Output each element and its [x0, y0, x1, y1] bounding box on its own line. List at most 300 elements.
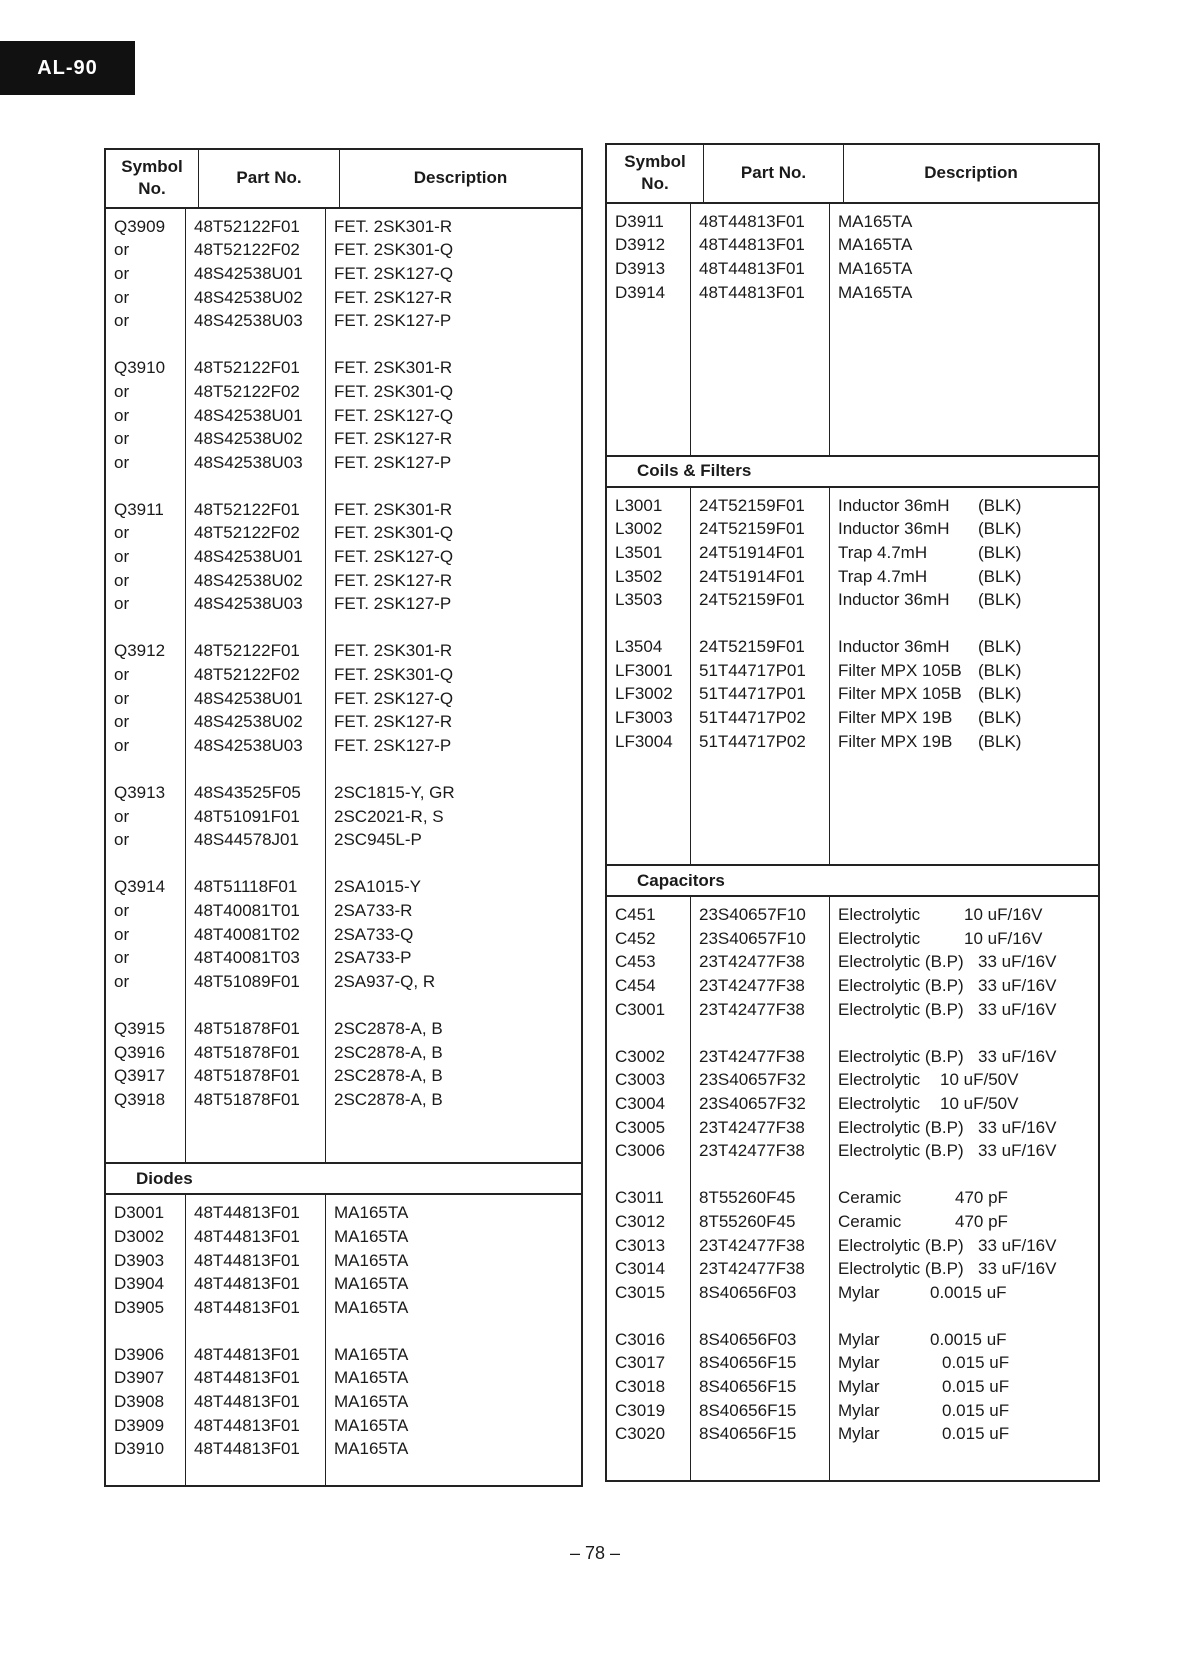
- symbol-cell: or: [114, 240, 130, 260]
- symbol-cell: C3001: [615, 999, 666, 1019]
- symbol-cell: Q3910: [114, 358, 166, 378]
- description-text: Filter MPX 105B: [838, 684, 962, 704]
- description-cell: [326, 1272, 581, 1296]
- symbol-column: [607, 897, 691, 1480]
- part-no-cell: 48T52122F02: [194, 240, 300, 260]
- section-heading: Capacitors: [607, 864, 1098, 897]
- description-cell: [326, 262, 581, 286]
- description-column: [326, 1195, 581, 1485]
- symbol-cell: C3014: [615, 1259, 666, 1279]
- description-text: FET. 2SK127-P: [334, 594, 452, 614]
- description-text: Mylar: [838, 1377, 880, 1397]
- description-cell: [326, 286, 581, 310]
- spec-value: 10 uF/50V: [940, 1070, 1019, 1090]
- description-cell: [326, 734, 581, 758]
- description-text: Trap 4.7mH: [838, 542, 928, 562]
- spacer: [106, 852, 185, 876]
- part-no-cell: 23S40657F32: [699, 1093, 806, 1113]
- table-header: [607, 145, 1098, 204]
- symbol-cell: L3002: [615, 519, 663, 539]
- part-no-cell: 48T44813F01: [194, 1226, 300, 1246]
- part-no-cell: 48T51089F01: [194, 971, 300, 991]
- description-text: FET. 2SK127-Q: [334, 547, 454, 567]
- description-text: MA165TA: [334, 1439, 409, 1459]
- description-text: Electrolytic (B.P): [838, 1046, 964, 1066]
- spacer: [326, 333, 581, 357]
- description-text: FET. 2SK301-R: [334, 216, 453, 236]
- description-cell: [830, 635, 1098, 659]
- description-text: Inductor 36mH: [838, 637, 950, 657]
- part-no-cell: 48T52122F02: [194, 665, 300, 685]
- description-cell: [830, 1422, 1098, 1446]
- description-cell: [830, 1257, 1098, 1281]
- description-cell: [830, 1210, 1098, 1234]
- description-text: Filter MPX 19B: [838, 731, 953, 751]
- spacer: [607, 612, 690, 636]
- spacer: [106, 333, 185, 357]
- symbol-cell: D3908: [114, 1392, 165, 1412]
- part-no-cell: 51T44717P02: [699, 708, 806, 728]
- spacer: [186, 474, 325, 498]
- spacer: [326, 1319, 581, 1343]
- description-text: MA165TA: [334, 1392, 409, 1412]
- spacer: [186, 993, 325, 1017]
- symbol-cell: Q3913: [114, 783, 166, 802]
- part-no-cell: 23T42477F38: [699, 952, 805, 972]
- symbol-cell: C3015: [615, 1282, 666, 1302]
- description-cell: [326, 923, 581, 947]
- description-text: FET. 2SK127-P: [334, 452, 452, 472]
- part-no-cell: 48S42538U01: [194, 263, 303, 283]
- spacer: [106, 1319, 185, 1343]
- spacer: [106, 993, 185, 1017]
- symbol-cell: L3502: [615, 566, 663, 586]
- symbol-cell: D3903: [114, 1250, 165, 1270]
- symbol-cell: or: [114, 570, 130, 590]
- description-text: 2SC945L-P: [334, 830, 422, 850]
- part-no-cell: 23T42477F38: [699, 1117, 805, 1137]
- symbol-cell: D3914: [615, 282, 666, 302]
- description-cell: [326, 404, 581, 428]
- part-no-cell: 48T44813F01: [699, 282, 805, 302]
- spec-value: (BLK): [978, 542, 1022, 562]
- description-cell: [326, 805, 581, 829]
- symbol-cell: C3005: [615, 1117, 666, 1137]
- part-no-cell: 24T51914F01: [699, 566, 805, 586]
- header-description: Description: [413, 168, 508, 188]
- part-no-cell: 48T44813F01: [194, 1250, 300, 1270]
- symbol-cell: or: [114, 688, 130, 708]
- description-cell: [326, 451, 581, 475]
- part-no-cell: 48T52122F02: [194, 381, 300, 401]
- part-no-cell: 48S42538U02: [194, 570, 303, 590]
- description-cell: [326, 1366, 581, 1390]
- description-cell: [830, 927, 1098, 951]
- part-no-cell: 48T51878F01: [194, 1089, 300, 1109]
- symbol-cell: C3019: [615, 1400, 666, 1420]
- description-cell: [326, 592, 581, 616]
- description-text: FET. 2SK301-Q: [334, 381, 454, 401]
- description-text: MA165TA: [838, 235, 913, 255]
- part-no-cell: 48T44813F01: [194, 1415, 300, 1435]
- symbol-cell: D3906: [114, 1344, 165, 1364]
- spec-value: 33 uF/16V: [978, 1141, 1057, 1161]
- description-text: 2SC2878-A, B: [334, 1066, 443, 1086]
- description-cell: [326, 1414, 581, 1438]
- symbol-cell: C3016: [615, 1329, 666, 1349]
- description-cell: [326, 498, 581, 522]
- spec-value: 33 uF/16V: [978, 975, 1057, 995]
- spec-value: 0.0015 uF: [930, 1329, 1007, 1349]
- spec-value: 33 uF/16V: [978, 1117, 1057, 1137]
- spec-value: (BLK): [978, 660, 1022, 680]
- description-text: FET. 2SK127-Q: [334, 688, 454, 708]
- symbol-cell: C3004: [615, 1093, 666, 1113]
- section-body: [607, 204, 1098, 455]
- part-no-cell: 48S42538U03: [194, 311, 303, 331]
- description-cell: [830, 1328, 1098, 1352]
- part-no-cell: 8S40656F03: [699, 1329, 797, 1349]
- description-text: Inductor 36mH: [838, 519, 950, 539]
- description-cell: [830, 1116, 1098, 1140]
- parts-table-right: [605, 143, 1100, 1482]
- description-cell: [326, 569, 581, 593]
- part-no-cell: 48S42538U02: [194, 429, 303, 449]
- part-no-cell: 23T42477F38: [699, 1235, 805, 1255]
- description-text: 2SC2878-A, B: [334, 1018, 443, 1038]
- description-cell: [830, 1375, 1098, 1399]
- symbol-cell: or: [114, 735, 130, 755]
- spacer: [186, 616, 325, 640]
- part-no-cell: 24T51914F01: [699, 542, 805, 562]
- symbol-cell: D3910: [114, 1439, 165, 1459]
- description-text: FET. 2SK301-R: [334, 358, 453, 378]
- description-text: Ceramic: [838, 1211, 902, 1231]
- description-column: [830, 488, 1098, 865]
- description-text: FET. 2SK127-P: [334, 311, 452, 331]
- description-cell: [830, 974, 1098, 998]
- symbol-cell: C453: [615, 952, 656, 972]
- description-cell: [830, 1234, 1098, 1258]
- description-cell: [326, 1437, 581, 1461]
- description-text: FET. 2SK301-R: [334, 499, 453, 519]
- description-text: FET. 2SK301-Q: [334, 240, 454, 260]
- symbol-cell: Q3912: [114, 641, 166, 661]
- part-no-cell: 48S42538U01: [194, 405, 303, 425]
- symbol-cell: Q3911: [114, 499, 164, 519]
- description-cell: [830, 541, 1098, 565]
- symbol-cell: or: [114, 523, 130, 543]
- symbol-column: [607, 204, 691, 455]
- symbol-cell: or: [114, 948, 130, 968]
- description-cell: [830, 1068, 1098, 1092]
- part-no-cell: 48T51878F01: [194, 1018, 300, 1038]
- header-symbol: Symbol No.: [106, 150, 199, 207]
- part-no-cell: 48T40081T01: [194, 900, 300, 920]
- symbol-cell: or: [114, 429, 130, 449]
- part-no-cell: 48T44813F01: [699, 235, 805, 255]
- section-heading: Coils & Filters: [607, 455, 1098, 488]
- spacer: [326, 757, 581, 781]
- part-no-cell: 48S42538U03: [194, 452, 303, 472]
- description-text: MA165TA: [334, 1368, 409, 1388]
- part-no-cell: 48S42538U01: [194, 688, 303, 708]
- symbol-cell: Q3915: [114, 1018, 166, 1038]
- spacer: [830, 1021, 1098, 1045]
- description-text: MA165TA: [334, 1297, 409, 1317]
- part-no-cell: 23S40657F10: [699, 905, 806, 925]
- spec-value: 470 pF: [955, 1188, 1008, 1208]
- description-text: Electrolytic: [838, 928, 921, 948]
- part-no-cell: 48T51118F01: [194, 877, 298, 897]
- description-text: 2SC2878-A, B: [334, 1042, 443, 1062]
- symbol-cell: LF3003: [615, 708, 673, 728]
- description-cell: [326, 899, 581, 923]
- symbol-cell: C3003: [615, 1070, 666, 1090]
- part-no-cell: 48T44813F01: [194, 1297, 300, 1317]
- spec-value: (BLK): [978, 519, 1022, 539]
- part-no-column: [691, 488, 830, 865]
- description-text: 2SA937-Q, R: [334, 971, 436, 991]
- section-heading: Diodes: [106, 1162, 581, 1195]
- part-no-cell: 8S40656F15: [699, 1424, 797, 1444]
- description-text: FET. 2SK127-R: [334, 712, 453, 732]
- part-no-cell: 48T44813F01: [194, 1274, 300, 1294]
- symbol-cell: Q3909: [114, 216, 166, 236]
- description-text: FET. 2SK127-R: [334, 429, 453, 449]
- spacer: [691, 612, 829, 636]
- description-cell: [326, 1296, 581, 1320]
- description-text: Electrolytic (B.P): [838, 952, 964, 972]
- spec-value: 0.015 uF: [942, 1400, 1010, 1420]
- spec-value: 33 uF/16V: [978, 1046, 1057, 1066]
- spec-value: 0.015 uF: [942, 1377, 1010, 1397]
- description-text: Electrolytic (B.P): [838, 1235, 964, 1255]
- part-no-cell: 48S44578J01: [194, 830, 299, 850]
- description-cell: [326, 875, 581, 899]
- description-cell: [326, 1064, 581, 1088]
- description-text: MA165TA: [334, 1250, 409, 1270]
- part-no-cell: 48S42538U02: [194, 287, 303, 307]
- part-no-cell: 48T44813F01: [194, 1368, 300, 1388]
- description-text: FET. 2SK301-R: [334, 641, 453, 661]
- spec-value: (BLK): [978, 708, 1022, 728]
- description-cell: [326, 639, 581, 663]
- part-no-cell: 48S43525F05: [194, 783, 301, 802]
- description-cell: [326, 215, 581, 239]
- part-no-cell: 23T42477F38: [699, 1259, 805, 1279]
- spec-value: 470 pF: [955, 1211, 1008, 1231]
- description-cell: [830, 998, 1098, 1022]
- spec-value: 0.0015 uF: [930, 1282, 1007, 1302]
- spacer: [326, 474, 581, 498]
- description-cell: [326, 1017, 581, 1041]
- part-no-cell: 8S40656F15: [699, 1400, 797, 1420]
- part-no-cell: 48T44813F01: [194, 1392, 300, 1412]
- model-badge: AL-90: [0, 41, 135, 95]
- description-text: FET. 2SK127-P: [334, 735, 452, 755]
- symbol-column: [106, 1195, 186, 1485]
- spacer: [106, 616, 185, 640]
- description-text: Mylar: [838, 1424, 880, 1444]
- symbol-cell: or: [114, 452, 130, 472]
- description-cell: [830, 257, 1098, 281]
- symbol-cell: or: [114, 971, 130, 991]
- header-part-no: Part No.: [704, 145, 844, 202]
- symbol-cell: or: [114, 547, 130, 567]
- description-cell: [830, 1351, 1098, 1375]
- description-text: Mylar: [838, 1353, 880, 1373]
- description-text: Trap 4.7mH: [838, 566, 928, 586]
- symbol-cell: D3913: [615, 258, 666, 278]
- description-cell: [830, 659, 1098, 683]
- description-cell: [326, 687, 581, 711]
- spec-value: (BLK): [978, 495, 1022, 515]
- description-cell: [326, 1041, 581, 1065]
- description-cell: [830, 1186, 1098, 1210]
- spec-value: 33 uF/16V: [978, 999, 1057, 1019]
- description-cell: [830, 706, 1098, 730]
- description-cell: [830, 517, 1098, 541]
- spacer: [106, 757, 185, 781]
- description-cell: [830, 1045, 1098, 1069]
- header-symbol: Symbol No.: [607, 145, 704, 202]
- symbol-cell: or: [114, 665, 130, 685]
- spec-value: 10 uF/16V: [964, 905, 1043, 925]
- description-cell: [326, 1343, 581, 1367]
- spacer: [607, 1163, 690, 1187]
- part-no-cell: 23T42477F38: [699, 1046, 805, 1066]
- symbol-cell: or: [114, 594, 130, 614]
- page-number: – 78 –: [569, 1543, 621, 1563]
- spec-value: 0.015 uF: [942, 1353, 1010, 1373]
- symbol-cell: or: [114, 287, 130, 307]
- symbol-cell: L3501: [615, 542, 663, 562]
- description-cell: [326, 663, 581, 687]
- description-text: MA165TA: [334, 1344, 409, 1364]
- description-text: 2SA733-P: [334, 948, 412, 968]
- description-text: FET. 2SK127-R: [334, 570, 453, 590]
- description-cell: [830, 1139, 1098, 1163]
- spec-value: (BLK): [978, 684, 1022, 704]
- description-cell: [326, 521, 581, 545]
- description-text: 2SC2878-A, B: [334, 1089, 443, 1109]
- symbol-column: [106, 209, 186, 1163]
- section-body: [106, 1195, 581, 1485]
- spacer: [186, 852, 325, 876]
- symbol-cell: C3018: [615, 1377, 666, 1397]
- description-cell: [326, 781, 581, 805]
- part-no-column: [691, 897, 830, 1480]
- spacer: [186, 333, 325, 357]
- parts-table-left: [104, 148, 583, 1487]
- spacer: [691, 1304, 829, 1328]
- part-no-cell: 24T52159F01: [699, 519, 805, 539]
- part-no-cell: 48T51091F01: [194, 806, 300, 826]
- description-text: FET. 2SK127-R: [334, 287, 453, 307]
- symbol-cell: or: [114, 924, 130, 944]
- part-no-cell: 24T52159F01: [699, 590, 805, 610]
- spacer: [186, 1319, 325, 1343]
- description-text: FET. 2SK301-Q: [334, 665, 454, 685]
- description-cell: [326, 1201, 581, 1225]
- spacer: [607, 1304, 690, 1328]
- description-cell: [326, 828, 581, 852]
- part-no-column: [691, 204, 830, 455]
- symbol-cell: C3017: [615, 1353, 666, 1373]
- symbol-cell: Q3916: [114, 1042, 166, 1062]
- part-no-cell: 24T52159F01: [699, 637, 805, 657]
- symbol-cell: or: [114, 806, 130, 826]
- part-no-cell: 51T44717P02: [699, 731, 806, 751]
- spacer: [691, 1021, 829, 1045]
- description-text: FET. 2SK127-Q: [334, 405, 454, 425]
- spacer: [326, 852, 581, 876]
- symbol-cell: D3904: [114, 1274, 165, 1294]
- symbol-cell: Q3917: [114, 1066, 166, 1086]
- spec-value: 33 uF/16V: [978, 1235, 1057, 1255]
- spacer: [326, 993, 581, 1017]
- symbol-cell: or: [114, 830, 130, 850]
- part-no-cell: 48T52122F01: [194, 216, 300, 236]
- description-text: Mylar: [838, 1282, 880, 1302]
- symbol-cell: C3006: [615, 1141, 666, 1161]
- symbol-cell: LF3001: [615, 660, 673, 680]
- description-text: 2SC1815-Y, GR: [334, 783, 455, 802]
- part-no-cell: 23S40657F10: [699, 928, 806, 948]
- description-cell: [326, 710, 581, 734]
- spec-value: 10 uF/50V: [940, 1093, 1019, 1113]
- spec-value: 33 uF/16V: [978, 952, 1057, 972]
- description-text: MA165TA: [334, 1226, 409, 1246]
- symbol-cell: LF3004: [615, 731, 673, 751]
- spec-value: 0.015 uF: [942, 1424, 1010, 1444]
- spec-value: (BLK): [978, 637, 1022, 657]
- header-part-no: Part No.: [199, 150, 340, 207]
- symbol-cell: C3013: [615, 1235, 666, 1255]
- part-no-column: [186, 209, 326, 1163]
- part-no-cell: 23T42477F38: [699, 999, 805, 1019]
- part-no-cell: 48T44813F01: [699, 211, 805, 231]
- part-no-cell: 23S40657F32: [699, 1070, 806, 1090]
- description-cell: [830, 565, 1098, 589]
- description-cell: [830, 1281, 1098, 1305]
- header-description: Description: [924, 163, 1018, 183]
- description-cell: [326, 238, 581, 262]
- part-no-cell: 48T44813F01: [194, 1439, 300, 1459]
- description-cell: [830, 281, 1098, 305]
- spacer: [106, 474, 185, 498]
- description-text: 2SA733-R: [334, 900, 413, 920]
- description-cell: [326, 380, 581, 404]
- description-text: FET. 2SK127-Q: [334, 263, 454, 283]
- spacer: [691, 1163, 829, 1187]
- description-cell: [326, 1225, 581, 1249]
- description-text: MA165TA: [334, 1274, 409, 1294]
- description-cell: [326, 970, 581, 994]
- symbol-cell: D3912: [615, 235, 666, 255]
- part-no-cell: 23T42477F38: [699, 1141, 805, 1161]
- description-text: Electrolytic (B.P): [838, 975, 964, 995]
- symbol-cell: L3503: [615, 590, 663, 610]
- description-cell: [830, 588, 1098, 612]
- part-no-cell: 51T44717P01: [699, 684, 806, 704]
- symbol-column: [607, 488, 691, 865]
- part-no-cell: 48T44813F01: [194, 1203, 300, 1223]
- part-no-cell: 8T55260F45: [699, 1188, 796, 1208]
- description-text: Filter MPX 105B: [838, 660, 962, 680]
- description-text: MA165TA: [334, 1415, 409, 1435]
